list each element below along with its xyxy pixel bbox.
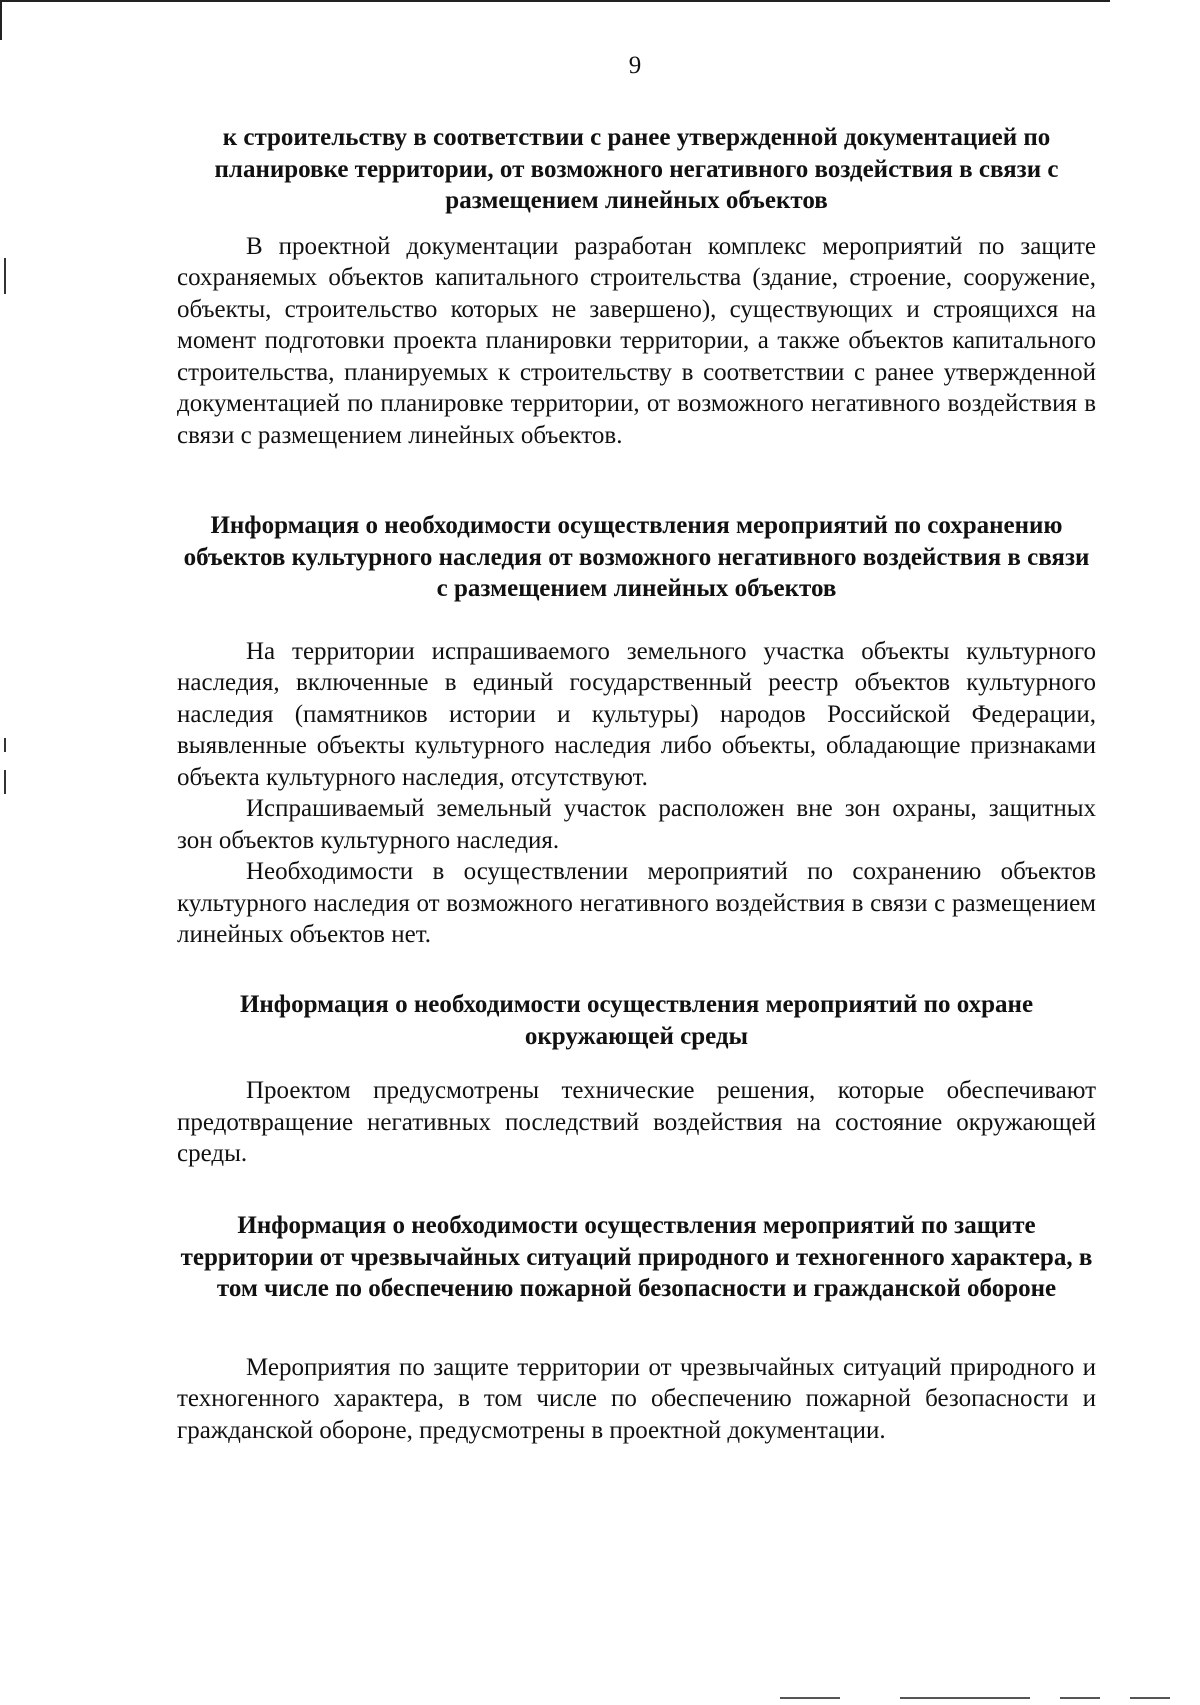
- paragraph: На территории испрашиваемого земельного участка объекты культурного наследия, включенные в единый государственный реестр объектов культурного наследия (памятников истории и культуры) народов Российской Федерации, выявленные объекты культурного наследия либо объекты, обладающие признаками объекта культурного наследия, отсутствуют.: [177, 637, 1096, 791]
- section-2: [177, 510, 1096, 951]
- section-1: [177, 122, 1096, 451]
- scan-border-top: [0, 0, 1110, 2]
- scan-mark: [900, 1697, 1030, 1699]
- scan-mark: [4, 770, 6, 794]
- paragraph: Проектом предусмотрены технические решения, которые обеспечивают предотвращение негативных последствий воздействия на состояние окружающей среды.: [177, 1077, 1096, 1167]
- scan-mark: [1130, 1697, 1170, 1699]
- section-3: [177, 989, 1096, 1170]
- scan-mark: [1060, 1697, 1100, 1699]
- section-heading: Информация о необходимости осуществления мероприятий по защите территории от чрезвычайных ситуаций природного и техногенного характера, в том числе по обеспечению пожарной безопасности и гражданской обороне: [180, 1212, 1093, 1302]
- scan-border-left: [0, 0, 2, 40]
- page-number: 9: [628, 52, 642, 79]
- paragraph: Мероприятия по защите территории от чрезвычайных ситуаций природного и техногенного характера, в том числе по обеспечению пожарной безопасности и гражданской обороне, предусмотрены в проектной документации.: [177, 1353, 1096, 1444]
- scan-mark: [780, 1697, 840, 1699]
- paragraph: Необходимости в осуществлении мероприятий по сохранению объектов культурного наследия от возможного негативного воздействия в связи с размещением линейных объектов нет.: [177, 858, 1096, 948]
- scan-mark: [4, 258, 6, 294]
- section-heading: к строительству в соответствии с ранее утвержденной документацией по планировке территории, от возможного негативного воздействия в связи с размещением линейных объектов: [214, 124, 1059, 214]
- section-heading: Информация о необходимости осуществления мероприятий по сохранению объектов культурного наследия от возможного негативного воздействия в связи с размещением линейных объектов: [183, 512, 1090, 602]
- section-4: [177, 1210, 1096, 1446]
- paragraph: В проектной документации разработан комплекс мероприятий по защите сохраняемых объектов капитального строительства (здание, строение, сооружение, объекты, строительство которых не завершено), существующих и строящихся на момент подготовки проекта планировки территории, а также объектов капитального строительства, планируемых к строительству в соответствии с ранее утвержденной документацией по планировке территории, от возможного негативного воздействия в связи с размещением линейных объектов.: [177, 232, 1096, 449]
- paragraph: Испрашиваемый земельный участок расположен вне зон охраны, защитных зон объектов культурного наследия.: [177, 795, 1096, 854]
- section-heading: Информация о необходимости осуществления мероприятий по охране окружающей среды: [239, 991, 1034, 1050]
- scan-mark: [4, 738, 6, 752]
